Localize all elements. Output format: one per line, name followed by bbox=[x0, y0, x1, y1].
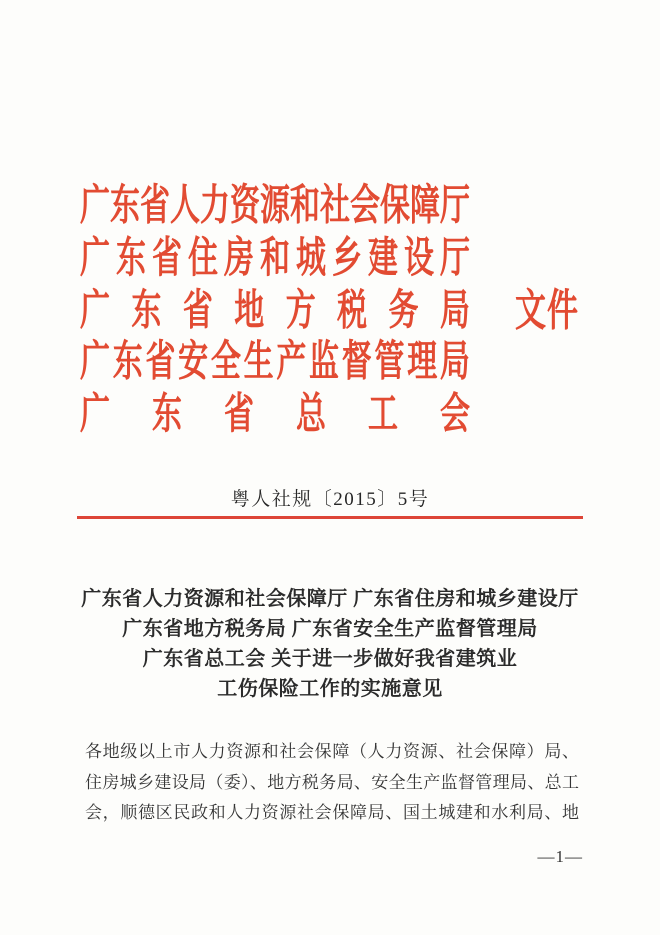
body-line: 各地级以上市人力资源和社会保障（人力资源、社会保障）局、 bbox=[85, 742, 579, 761]
red-divider-rule bbox=[77, 516, 583, 519]
title-line: 广东省总工会 关于进一步做好我省建筑业 bbox=[142, 648, 518, 670]
letterhead bbox=[80, 181, 470, 442]
title-line: 工伤保险工作的实施意见 bbox=[217, 678, 443, 700]
org-name-line: 广 东 省 住 房 和 城 乡 建 设 厅 bbox=[80, 234, 470, 282]
page-number: —1— bbox=[537, 847, 583, 866]
doc-number: 粤人社规〔2015〕5号 bbox=[230, 489, 430, 510]
body-paragraph bbox=[85, 737, 579, 829]
org-name-line: 广 东 省 人 力 资 源 和 社 会 保 障 厅 bbox=[80, 182, 470, 230]
body-line: 住房城乡建设局（委）、地方税务局、安全生产监督管理局、总工 bbox=[85, 772, 579, 792]
document-title bbox=[30, 584, 630, 704]
org-name-line: 广 东 省 安 全 生 产 监 督 管 理 局 bbox=[80, 339, 470, 387]
doc-type-label: 文件 bbox=[515, 285, 579, 335]
org-name-line: 广 东 省 总 工 会 bbox=[80, 391, 470, 439]
title-line: 广东省人力资源和社会保障厅 广东省住房和城乡建设厅 bbox=[81, 588, 579, 610]
body-line: 会，顺德区民政和人力资源社会保障局、国土城建和水利局、地 bbox=[85, 803, 579, 822]
org-name-line: 广 东 省 地 方 税 务 局 bbox=[80, 286, 470, 334]
title-line: 广东省地方税务局 广东省安全生产监督管理局 bbox=[122, 618, 538, 640]
